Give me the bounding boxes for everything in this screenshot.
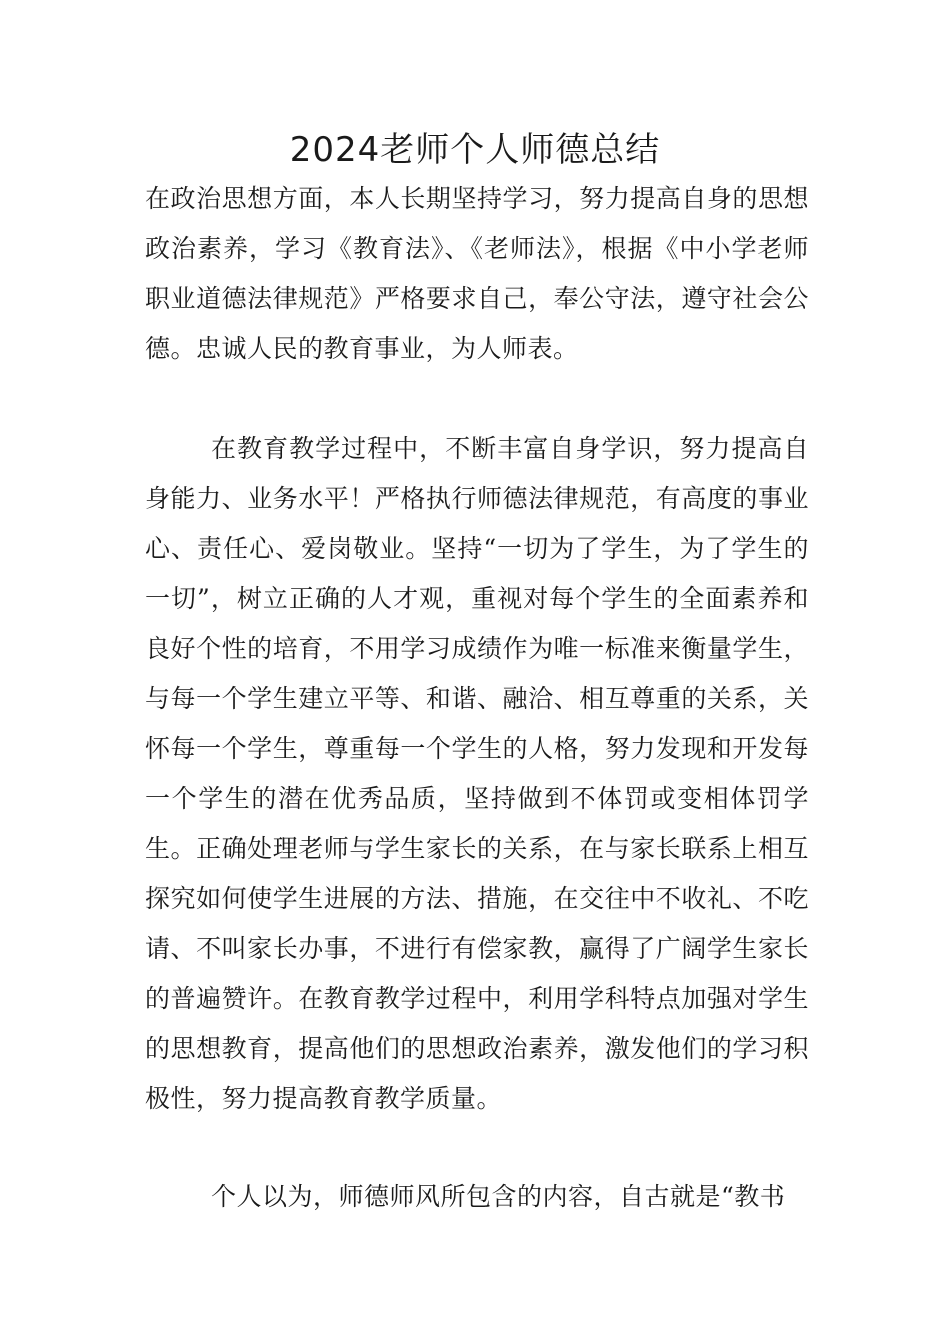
paragraph-political-thought: 在政治思想方面，本人长期坚持学习，努力提高自身的思想政治素养，学习《教育法》、《老师法》，根据《中小学老师职业道德法律规范》严格要求自己，奉公守法，遵守社会公德。忠诚人民的教育事业，为人师表。 (145, 184, 809, 363)
paragraph-teaching-process: 在教育教学过程中，不断丰富自身学识，努力提高自身能力、业务水平！严格执行师德法律规范，有高度的事业心、责任心、爱岗敬业。坚持“一切为了学生，为了学生的一切”，树立正确的人才观，重视对每个学生的全面素养和良好个性的培育，不用学习成绩作为唯一标准来衡量学生，与每一个学生建立平等、和谐、融洽、相互尊重的关系，关怀每一个学生，尊重每一个学生的人格，努力发现和开发每一个学生的潜在优秀品质，坚持做到不体罚或变相体罚学生。正确处理老师与学生家长的关系，在与家长联系上相互探究如何使学生进展的方法、措施，在交往中不收礼、不吃请、不叫家长办事，不进行有偿家教，赢得了广阔学生家长的普遍赞许。在教育教学过程中，利用学科特点加强对学生的思想教育，提高他们的思想政治素养，激发他们的学习积极性，努力提高教育教学质量。 (145, 434, 809, 1113)
paragraph-personal-view: 个人以为，师德师风所包含的内容，自古就是“教书 (211, 1182, 786, 1211)
document-title: 2024老师个人师德总结 (289, 130, 661, 170)
